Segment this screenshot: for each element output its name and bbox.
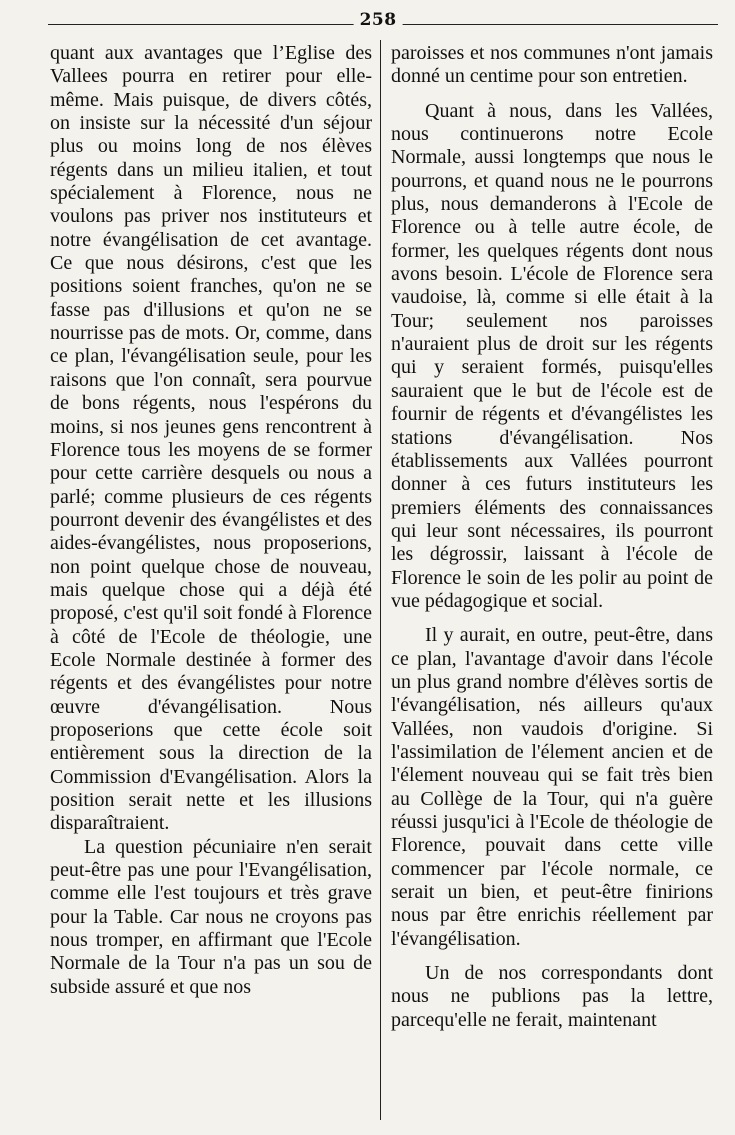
- right-paragraph-3: Il y aurait, en outre, peut-être, dans ce plan, l'avantage d'avoir dans l'école un plus grand nombre d'élèves sortis de l'évangélisation, nés ailleurs qu'aux Vallées, non vaudois d'origine. Si l'assimilation de l'élement ancien et de l'élement nouveau qui se fait très bien au Collège de la Tour, qui n'a guère réussi jusqu'ici à l'Ecole de théologie de Florence, pouvait dans cette ville commencer par l'école normale, ce serait un bien, et peut-être finirions nous par être enrichis réellement par l'évangélisation.: [391, 624, 713, 950]
- left-paragraph-2: La question pécuniaire n'en serait peut-être pas une pour l'Evangélisation, comme elle l'est toujours et très grave pour la Table. Car nous ne croyons pas nous tromper, en affirmant que l'Ecole Normale de la Tour n'a pas un sou de subside assuré et que nos: [50, 835, 372, 998]
- left-column: [50, 42, 372, 999]
- right-paragraph-2: Quant à nous, dans les Vallées, nous continuerons notre Ecole Normale, aussi longtemps que nous le pourrons, et quand nous ne le pourrons plus, nous demanderons à l'Ecole de Florence ou à telle autre école, de former, les quelques régents dont nous avons besoin. L'école de Florence sera vaudoise, là, comme si elle était à la Tour; seulement nos paroisses n'auraient plus de droit sur les régents qui y seraient formés, puisqu'elles sauraient que le but de l'école est de fournir de régents et d'évangélistes les stations d'évangélisation. Nos établissements aux Vallées pourront donner à ces futurs instituteurs les premiers éléments des connaissances qui leur sont nécessaires, ils pourront les dégrossir, laissant à l'école de Florence le soin de les polir au point de vue pédagogique et social.: [391, 99, 713, 612]
- page-header: [48, 6, 718, 36]
- page-number: 258: [354, 10, 403, 30]
- right-column: [391, 42, 713, 1032]
- column-divider: [380, 40, 381, 1120]
- right-paragraph-1: paroisses et nos communes n'ont jamais donné un centime pour son entretien.: [391, 42, 713, 88]
- left-paragraph-1: quant aux avantages que l’Eglise des Vallees pourra en retirer pour elle-même. Mais puisque, de divers côtés, on insiste sur la nécessité d'un séjour plus ou moins long de nos élèves régents dans un milieu italien, et tout spécialement à Florence, nous ne voulons pas priver nos instituteurs et notre évangélisation de cet avantage. Ce que nous désirons, c'est que les positions soient franches, qu'on ne se fasse pas d'illusions et qu'on ne se nourrisse pas de mots. Or, comme, dans ce plan, l'évangélisation seule, pour les raisons que l'on connaît, sera pourvue de bons régents, nous l'espérons du moins, si nos jeunes gens rencontrent à Florence tous les moyens de se former pour cette carrière desquels ou nous a parlé; comme plusieurs de ces régents pourront devenir des évangélistes et des aides-évangélistes, nous proposerions, non point quelque chose de nouveau, mais quelque chose qui a déjà été proposé, c'est qu'il soit fondé à Florence à côté de l'Ecole de théologie, une Ecole Normale destinée à former des régents et des évangélistes pour notre œuvre d'évangélisation. Nous proposerions que cette école soit entièrement sous la direction de la Commission d'Evangélisation. Alors la position serait nette et les illusions disparaîtraient.: [50, 42, 372, 835]
- right-paragraph-4: Un de nos correspondants dont nous ne publions pas la lettre, parcequ'elle ne ferait, maintenant: [391, 962, 713, 1031]
